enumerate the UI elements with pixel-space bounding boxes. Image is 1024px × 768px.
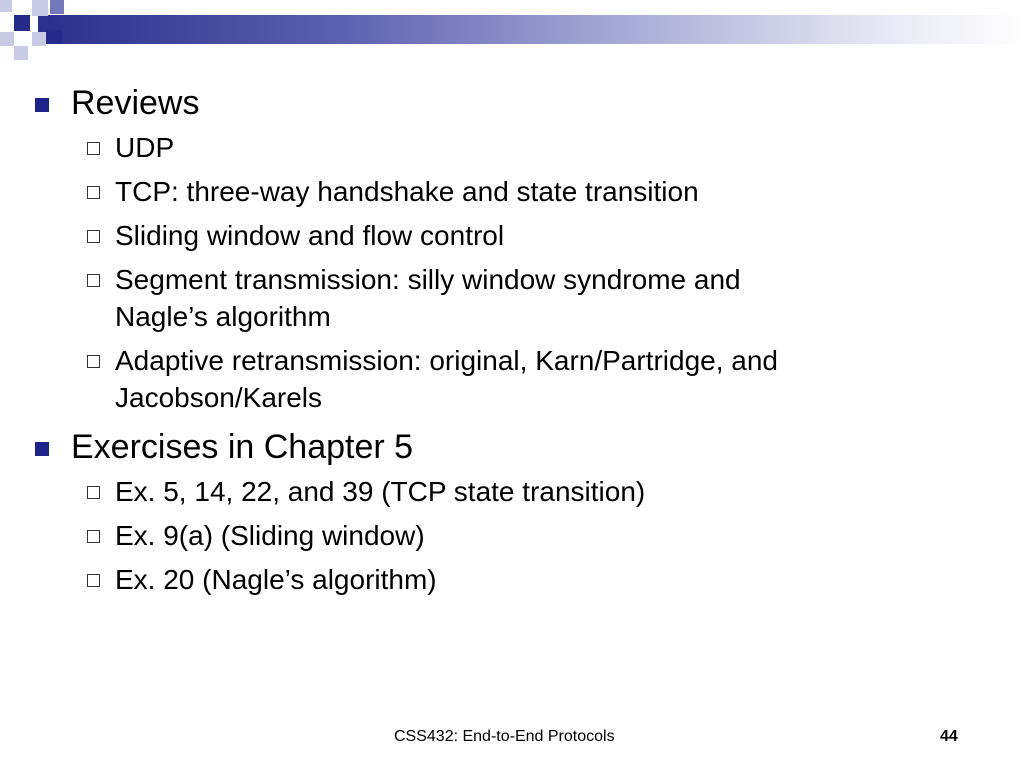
hollow-square-bullet-icon [87, 274, 100, 287]
hollow-square-bullet-icon [87, 486, 100, 499]
sub-bullet-item [32, 173, 972, 210]
header-decor-square [14, 46, 28, 60]
section-heading: Exercises in Chapter 5 [71, 428, 414, 466]
sub-bullet-item [32, 473, 972, 510]
sub-bullet-text: UDP [115, 132, 175, 163]
square-bullet-icon [35, 442, 49, 456]
header-decor-square [14, 15, 30, 31]
sub-bullet-text-line: Segment transmission: silly window syndrome and [115, 264, 741, 295]
sub-bullet-text: Ex. 9(a) (Sliding window) [115, 520, 425, 551]
sub-bullet-item [32, 217, 972, 254]
page-number: 44 [940, 728, 958, 745]
hollow-square-bullet-icon [87, 574, 100, 587]
hollow-square-bullet-icon [87, 186, 100, 199]
sub-bullet-item [32, 261, 972, 335]
sub-bullet-text: Ex. 5, 14, 22, and 39 (TCP state transition) [115, 476, 646, 507]
sub-bullet-item [32, 517, 972, 554]
slide-body [32, 82, 972, 605]
header-decor-square [46, 30, 62, 44]
hollow-square-bullet-icon [87, 355, 100, 368]
header-decor-square [50, 0, 64, 14]
sub-bullet-text: Sliding window and flow control [115, 220, 505, 251]
hollow-square-bullet-icon [87, 530, 100, 543]
hollow-square-bullet-icon [87, 142, 100, 155]
sub-bullet-item [32, 342, 972, 416]
bullet-reviews [32, 82, 972, 124]
sub-bullet-text: Ex. 20 (Nagle’s algorithm) [115, 564, 437, 595]
sub-bullet-text-line: Nagle’s algorithm [115, 301, 331, 332]
hollow-square-bullet-icon [87, 230, 100, 243]
sub-bullet-text-line: Adaptive retransmission: original, Karn/Partridge, and [115, 345, 779, 376]
sub-bullet-text-line: Jacobson/Karels [115, 382, 323, 413]
header-decor-square [32, 0, 48, 16]
footer-course-title: CSS432: End-to-End Protocols [394, 728, 615, 745]
bullet-exercises [32, 426, 972, 468]
section-heading: Reviews [71, 84, 200, 122]
header-decor-square [32, 32, 46, 46]
header-decor-square [0, 32, 14, 46]
header-gradient-bar [38, 15, 1024, 44]
header-decor-square [0, 0, 12, 12]
square-bullet-icon [35, 98, 49, 112]
sub-bullet-item [32, 561, 972, 598]
sub-bullet-item [32, 129, 972, 166]
sub-bullet-text: TCP: three-way handshake and state transition [115, 176, 699, 207]
